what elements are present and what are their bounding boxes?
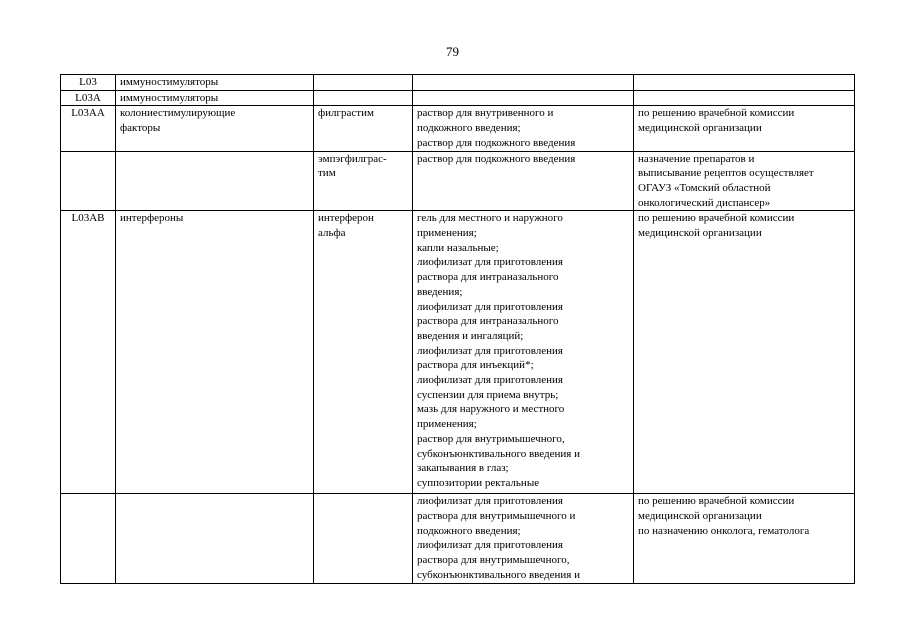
dosage-forms-text: гель для местного и наружного применения; капли назальные; лиофилизат для приготовления раствора для интраназального введения; лиофилизат для приготовления раствора для интраназального введения и ингаляций; лиофилизат для приготовления раствора для инъекций*; лиофилизат для приготовления суспензии для приема внутрь; мазь для наружного и местного применения; раствор для внутримышечного, субконъюнктивального введения и закапывания в глаз; суппозитории ректальные bbox=[417, 212, 580, 489]
table-row bbox=[61, 211, 855, 494]
atc-code bbox=[61, 494, 116, 583]
drug-table bbox=[60, 74, 855, 584]
drug-name bbox=[314, 151, 413, 211]
prescription-note bbox=[634, 211, 855, 494]
prescription-note bbox=[634, 494, 855, 583]
atc-group: иммуностимуляторы bbox=[116, 75, 314, 91]
text-line: раствор для подкожного введения bbox=[417, 136, 576, 149]
text-line: по решению врачебной комиссии bbox=[638, 212, 795, 225]
dosage-forms bbox=[413, 90, 634, 106]
drug-name bbox=[314, 106, 413, 151]
text-line: выписывание рецептов осуществляет bbox=[638, 167, 814, 180]
table-row bbox=[61, 494, 855, 583]
atc-group bbox=[116, 211, 314, 494]
table-row bbox=[61, 75, 855, 91]
prescription-note bbox=[634, 75, 855, 91]
text-line: онкологический диспансер» bbox=[638, 196, 771, 209]
text-line: раствор для внутривенного и bbox=[417, 107, 554, 120]
text-line: по решению врачебной комиссии bbox=[638, 495, 795, 508]
drug-name bbox=[314, 494, 413, 583]
table-row bbox=[61, 151, 855, 211]
text-line: медицинской организации bbox=[638, 122, 762, 135]
dosage-forms bbox=[413, 75, 634, 91]
text-line: по решению врачебной комиссии bbox=[638, 107, 795, 120]
text-line: интерферон bbox=[318, 212, 374, 225]
text-line: тим bbox=[318, 167, 336, 180]
dosage-forms bbox=[413, 106, 634, 151]
atc-group: иммуностимуляторы bbox=[116, 90, 314, 106]
text-line: раствор для подкожного введения bbox=[417, 152, 576, 165]
atc-group bbox=[116, 494, 314, 583]
text-line: факторы bbox=[120, 122, 161, 135]
page-number: 79 bbox=[446, 44, 459, 59]
text-line: филграстим bbox=[318, 107, 374, 120]
drug-name bbox=[314, 75, 413, 91]
text-line: назначение препаратов и bbox=[638, 152, 755, 165]
text-line: интерфероны bbox=[120, 212, 184, 225]
dosage-forms bbox=[413, 151, 634, 211]
text-line: альфа bbox=[318, 227, 346, 240]
atc-code: L03 bbox=[61, 75, 116, 91]
text-line: подкожного введения; bbox=[417, 122, 521, 135]
dosage-forms bbox=[413, 211, 634, 494]
drug-name bbox=[314, 90, 413, 106]
atc-code: L03AA bbox=[61, 106, 116, 151]
prescription-note bbox=[634, 151, 855, 211]
text-line: медицинской организации bbox=[638, 227, 762, 240]
atc-code: L03A bbox=[61, 90, 116, 106]
prescription-note bbox=[634, 90, 855, 106]
drug-name bbox=[314, 211, 413, 494]
atc-group bbox=[116, 151, 314, 211]
text-line: колониестимулирующие bbox=[120, 107, 236, 120]
atc-code: L03AB bbox=[61, 211, 116, 494]
text-line: эмпэгфилграс- bbox=[318, 152, 387, 165]
dosage-forms bbox=[413, 494, 634, 583]
dosage-forms-text: лиофилизат для приготовления раствора для внутримышечного и подкожного введения; лиофилизат для приготовления раствора для внутримышечного, субконъюнктивального введения и bbox=[417, 495, 580, 581]
atc-code bbox=[61, 151, 116, 211]
text-line: по назначению онколога, гематолога bbox=[638, 524, 810, 537]
text-line: медицинской организации bbox=[638, 510, 762, 523]
atc-group bbox=[116, 106, 314, 151]
table-row bbox=[61, 90, 855, 106]
table-row bbox=[61, 106, 855, 151]
text-line: ОГАУЗ «Томский областной bbox=[638, 181, 771, 194]
prescription-note bbox=[634, 106, 855, 151]
